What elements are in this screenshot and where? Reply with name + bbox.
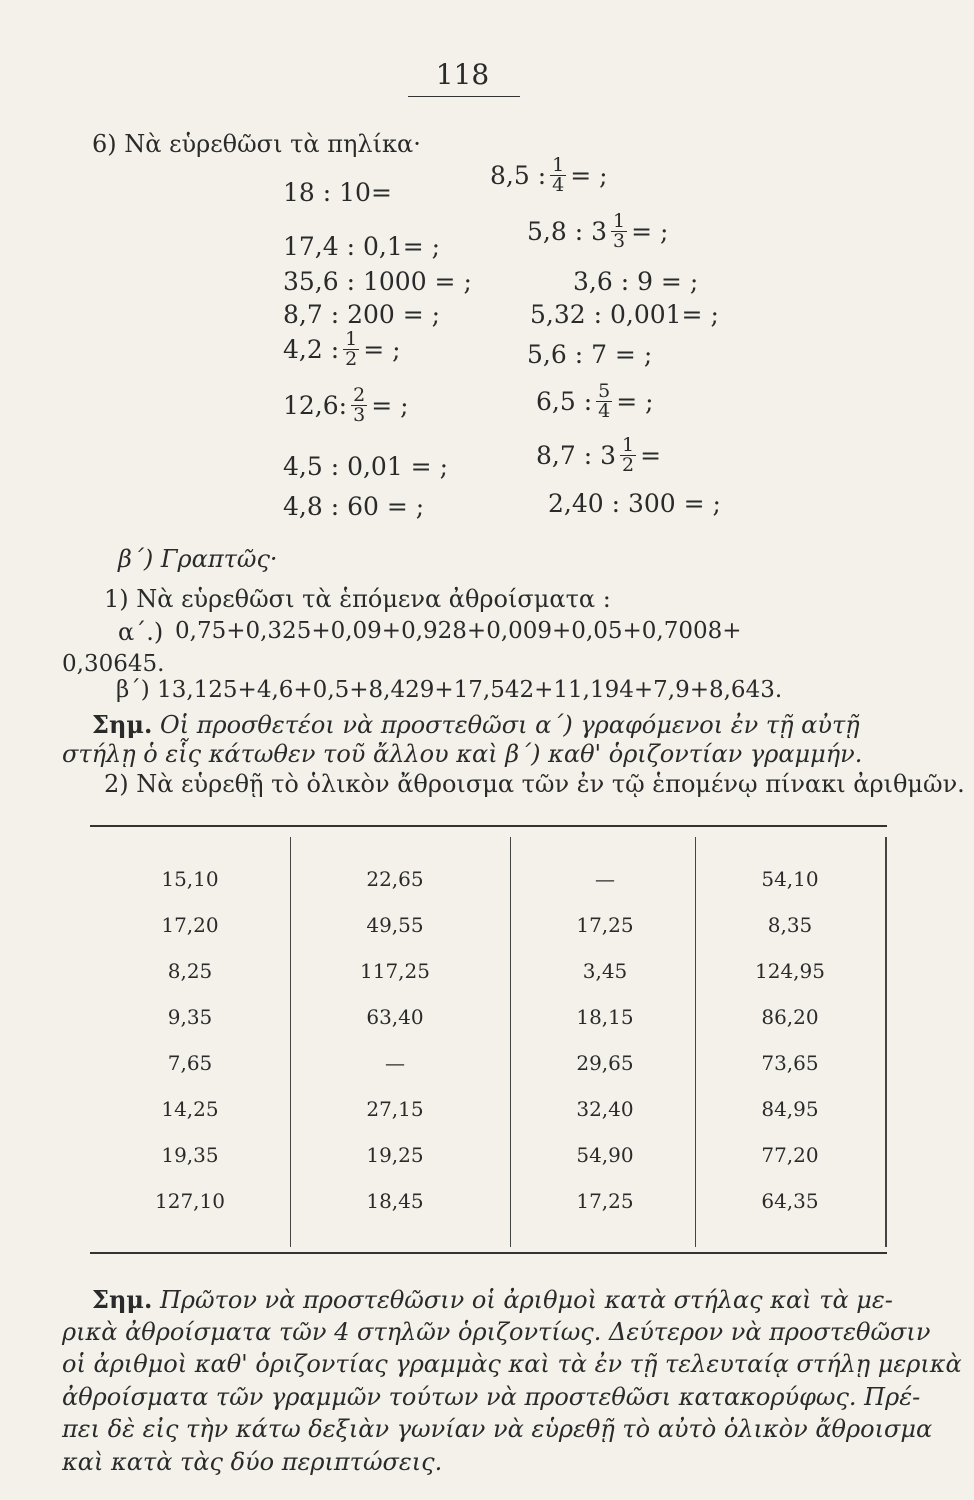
sum-a-label: α΄.) [118,618,164,646]
table-cell: 54,10 [761,867,819,891]
table-cell: 3,45 [582,959,628,983]
final-note-line-2: ρικὰ ἀθροίσματα τῶν 4 στηλῶν ὁριζοντίως. Δεύτερον νὰ προστεθῶσιν [62,1318,931,1346]
equation-right-1: 8,5 : $\frac{1}{4}$ = ; [490,154,608,196]
fraction: $\frac{1}{4}$ [552,154,565,196]
equation-left-6: 12,6: $\frac{2}{3}$ = ; [283,384,409,426]
column-divider [290,837,291,1247]
note-1: Σημ. Οἱ προσθετέοι νὰ προστεθῶσι α΄) γραφόμενοι ἐν τῇ αὐτῇ [92,710,860,739]
section-b-heading: β΄) Γραπτῶς· [118,545,278,573]
equation-left-5: 4,2 : $\frac{1}{2}$ = ; [283,328,401,370]
item-1-text: 1) Νὰ εὑρεθῶσι τὰ ἑπόμενα ἀθροίσματα : [104,585,611,613]
table-cell: 17,20 [161,913,219,937]
table-cell: 15,10 [161,867,219,891]
table-cell: 14,25 [161,1097,219,1121]
table-cell: 9,35 [167,1005,213,1029]
table-right-border [885,837,887,1247]
table-cell: 8,25 [167,959,213,983]
final-note-line-1: Σημ. Πρῶτον νὰ προστεθῶσιν οἱ ἀριθμοὶ κατὰ στήλας καὶ τὰ με- [92,1285,893,1314]
final-note-line-4: ἀθροίσματα τῶν γραμμῶν τούτων νὰ προστεθῶσι κατακορύφως. Πρέ- [62,1383,921,1411]
table-cell: 32,40 [576,1097,634,1121]
table-cell: 63,40 [366,1005,424,1029]
table-cell: 18,15 [576,1005,634,1029]
table-cell: 73,65 [761,1051,819,1075]
fraction: $\frac{1}{2}$ [621,434,635,476]
table-cell: 17,25 [576,1189,634,1213]
table-cell: 124,95 [755,959,825,983]
fraction: $\frac{2}{3}$ [353,384,366,426]
table-cell: 22,65 [366,867,424,891]
sum-a-line1: 0,75+0,325+0,09+0,928+0,009+0,05+0,7008+ [175,618,742,644]
equation-right-3: 3,6 : 9 = ; [573,267,699,296]
exercise-6-heading: 6) Νὰ εὑρεθῶσι τὰ πηλίκα· [92,130,421,158]
table-cell: 84,95 [761,1097,819,1121]
table-cell: 19,25 [366,1143,424,1167]
note-label: Σημ. [92,1285,153,1314]
table-cell: 19,35 [161,1143,219,1167]
equation-right-2: 5,8 : 3 $\frac{1}{3}$ = ; [527,210,669,252]
table-cell: 117,25 [360,959,430,983]
equation-right-8: 2,40 : 300 = ; [548,489,721,518]
note-label: Σημ. [92,710,153,739]
equation-right-6: 6,5 : $\frac{5}{4}$ = ; [536,380,654,422]
page-number: 118 [435,58,490,91]
table-cell: 54,90 [576,1143,634,1167]
fraction: $\frac{5}{4}$ [598,380,611,422]
equation-left-3: 35,6 : 1000 = ; [283,267,472,296]
table-cell: — [595,867,615,891]
final-note-line-5: πει δὲ εἰς τὴν κάτω δεξιὰν γωνίαν νὰ εὑρεθῇ τὸ αὐτὸ ὁλικὸν ἄθροισμα [62,1415,933,1443]
table-cell: 8,35 [767,913,813,937]
table-cell: 64,35 [761,1189,819,1213]
table-cell: 18,45 [366,1189,424,1213]
page-number-rule [408,96,520,97]
column-divider [695,837,696,1247]
table-cell: 77,20 [761,1143,819,1167]
equation-left-7: 4,5 : 0,01 = ; [283,452,449,481]
sum-a-line2: 0,30645. [62,651,165,677]
table-cell: 27,15 [366,1097,424,1121]
sum-b-line: β΄) 13,125+4,6+0,5+8,429+17,542+11,194+7,9+8,643. [116,677,783,703]
table-cell: 17,25 [576,913,634,937]
final-note-line-3: οἱ ἀριθμοὶ καθ' ὁριζοντίας γραμμὰς καὶ τὰ ἐν τῇ τελευταίᾳ στήλῃ μερικὰ [62,1350,962,1378]
equation-right-4: 5,32 : 0,001= ; [530,300,719,329]
final-note-line-6: καὶ κατὰ τὰς δύο περιπτώσεις. [62,1448,443,1476]
fraction: $\frac{1}{2}$ [345,328,358,370]
fraction: $\frac{1}{3}$ [612,210,626,252]
equation-right-5: 5,6 : 7 = ; [527,340,653,369]
note-1-continued: στήλῃ ὁ εἷς κάτωθεν τοῦ ἄλλου καὶ β΄) καθ' ὁριζοντίαν γραμμήν. [62,740,863,768]
equation-left-8: 4,8 : 60 = ; [283,492,425,521]
equation-left-1: 18 : 10= [283,178,392,207]
table-cell: — [385,1051,405,1075]
equation-left-4: 8,7 : 200 = ; [283,300,441,329]
numbers-table [90,825,887,1254]
table-cell: 29,65 [576,1051,634,1075]
table-cell: 86,20 [761,1005,819,1029]
equation-left-2: 17,4 : 0,1= ; [283,232,441,261]
table-cell: 127,10 [155,1189,225,1213]
equation-right-7: 8,7 : 3 $\frac{1}{2}$ = [536,434,662,476]
table-cell: 49,55 [366,913,424,937]
column-divider [510,837,511,1247]
item-2-text: 2) Νὰ εὑρεθῇ τὸ ὁλικὸν ἄθροισμα τῶν ἐν τῷ ἑπομένῳ πίνακι ἀριθμῶν. [104,770,965,798]
table-cell: 7,65 [167,1051,213,1075]
